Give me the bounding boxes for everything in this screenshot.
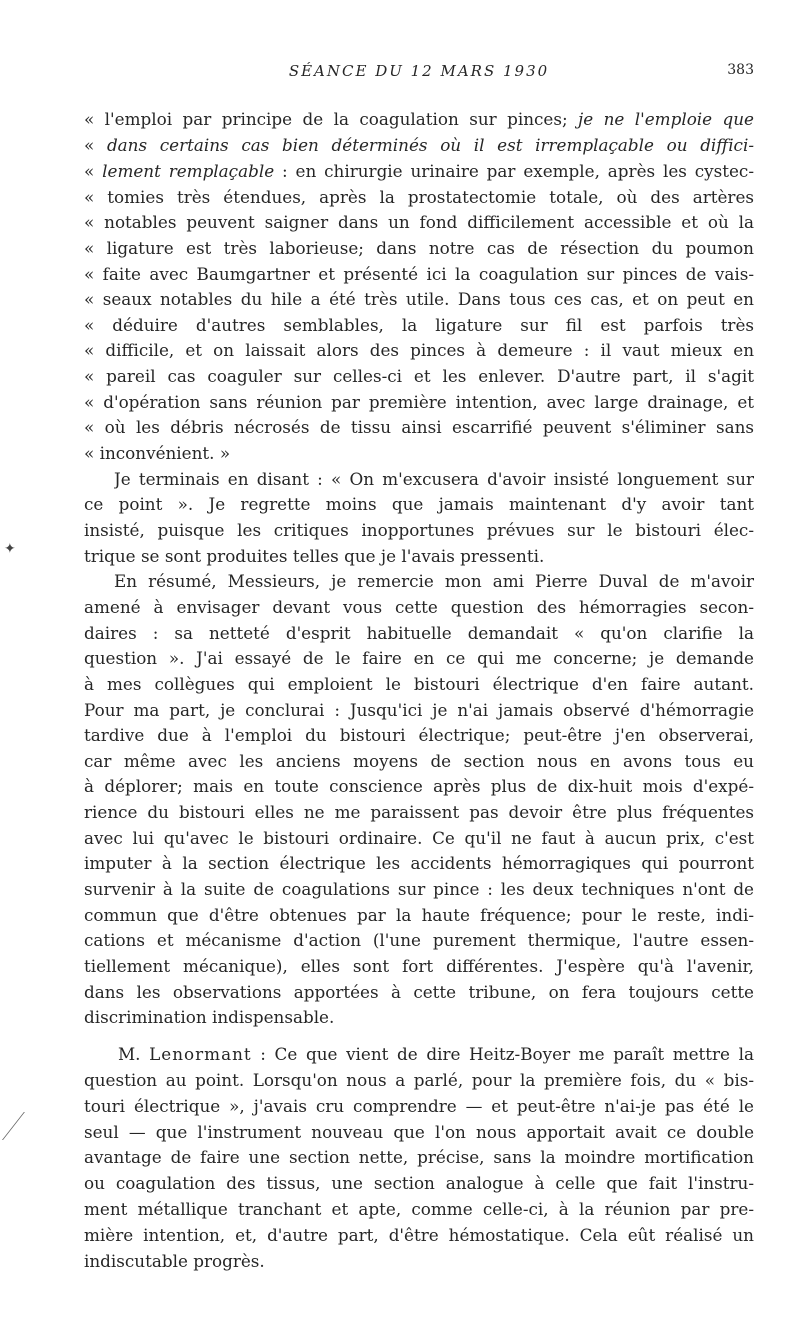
text-line	[84, 1248, 754, 1274]
text-line	[84, 184, 754, 210]
text-segment: survenir à la suite de coagulations sur pince : les deux techniques n'ont de	[84, 879, 754, 899]
text-segment: « où les débris nécrosés de tissu ainsi escarrifié peuvent s'éliminer sans	[84, 417, 754, 437]
text-segment: « difficile, et on laissait alors des pinces à demeure : il vaut mieux en	[84, 340, 754, 360]
text-line	[84, 697, 754, 723]
text-segment: « l'emploi par principe de la coagulation sur pinces;	[84, 109, 579, 129]
text-line	[84, 979, 754, 1005]
italic-text: je ne l'emploie que	[578, 109, 754, 129]
text-segment: «	[84, 135, 107, 155]
text-line	[84, 312, 754, 338]
text-segment: « notables peuvent saigner dans un fond difficilement accessible et où la	[84, 212, 754, 232]
text-segment: « seaux notables du hile a été très utile. Dans tous ces cas, et on peut en	[84, 289, 754, 309]
italic-text: lement remplaçable	[102, 161, 275, 181]
text-line	[84, 620, 754, 646]
text-segment: cations et mécanisme d'action (l'une purement thermique, l'autre essen-	[84, 930, 754, 950]
text-line	[84, 671, 754, 697]
text-line	[84, 543, 754, 569]
text-line	[84, 1196, 754, 1222]
page-number: 383	[727, 62, 754, 78]
text-segment: : Ce que vient de dire Heitz-Boyer me paraît mettre la	[251, 1044, 754, 1064]
text-line	[84, 850, 754, 876]
text-line	[84, 1119, 754, 1145]
text-segment: Je terminais en disant : « On m'excusera d'avoir insisté longuement sur	[114, 469, 754, 489]
text-line	[118, 1041, 754, 1067]
text-segment: En résumé, Messieurs, je remercie mon ami Pierre Duval de m'avoir	[114, 571, 754, 591]
text-line	[84, 1004, 754, 1030]
text-line	[84, 799, 754, 825]
text-segment: ou coagulation des tissus, une section analogue à celle que fait l'instru-	[84, 1173, 754, 1193]
text-line	[114, 568, 754, 594]
text-segment: avec lui qu'avec le bistouri ordinaire. Ce qu'il ne faut à aucun prix, c'est	[84, 828, 754, 848]
text-segment: touri électrique », j'avais cru comprendre — et peut-être n'ai-je pas été le	[84, 1096, 754, 1116]
text-segment: ce point ». Je regrette moins que jamais maintenant d'y avoir tant	[84, 494, 754, 514]
text-line	[84, 645, 754, 671]
text-line	[84, 927, 754, 953]
text-line	[84, 953, 754, 979]
text-segment: seul — que l'instrument nouveau que l'on nous apportait avait ce double	[84, 1122, 754, 1142]
text-line	[84, 209, 754, 235]
text-line	[84, 902, 754, 928]
text-line	[84, 722, 754, 748]
text-segment: avantage de faire une section nette, précise, sans la moindre mortification	[84, 1147, 754, 1167]
text-line	[84, 414, 754, 440]
text-line	[114, 466, 754, 492]
text-line	[84, 1170, 754, 1196]
text-line	[84, 1144, 754, 1170]
text-line	[84, 235, 754, 261]
text-segment: insisté, puisque les critiques inopportunes prévues sur le bistouri élec-	[84, 520, 754, 540]
text-line	[84, 389, 754, 415]
text-segment: « tomies très étendues, après la prostatectomie totale, où des artères	[84, 187, 754, 207]
text-segment: « ligature est très laborieuse; dans notre cas de résection du poumon	[84, 238, 754, 258]
text-line	[84, 286, 754, 312]
text-segment: « inconvénient. »	[84, 443, 231, 463]
text-segment: trique se sont produites telles que je l'avais pressenti.	[84, 546, 545, 566]
text-segment: «	[84, 161, 103, 181]
text-segment: ment métallique tranchant et apte, comme celle-ci, à la réunion par pre-	[84, 1199, 754, 1219]
text-line	[84, 491, 754, 517]
margin-dot-mark: ✦	[4, 541, 16, 557]
text-line	[84, 1067, 754, 1093]
speaker-name: Lenormant	[149, 1044, 252, 1064]
margin-slash-mark	[2, 1112, 47, 1140]
text-segment: « d'opération sans réunion par première intention, avec large drainage, et	[84, 392, 754, 412]
text-line	[84, 1222, 754, 1248]
text-segment: daires : sa netteté d'esprit habituelle demandait « qu'on clarifie la	[84, 623, 754, 643]
text-segment: à déplorer; mais en toute conscience après plus de dix-huit mois d'expé-	[84, 776, 754, 796]
text-line	[84, 748, 754, 774]
text-line	[84, 517, 754, 543]
text-segment: à mes collègues qui emploient le bistouri électrique d'en faire autant.	[84, 674, 754, 694]
text-line	[84, 876, 754, 902]
text-segment: amené à envisager devant vous cette question des hémorragies secon-	[84, 597, 754, 617]
text-segment: tardive due à l'emploi du bistouri électrique; peut-être j'en observerai,	[84, 725, 754, 745]
text-line	[84, 773, 754, 799]
text-segment: indiscutable progrès.	[84, 1251, 265, 1271]
text-line	[84, 825, 754, 851]
text-line	[84, 440, 754, 466]
text-segment: « déduire d'autres semblables, la ligature sur fil est parfois très	[84, 315, 754, 335]
text-line	[84, 1093, 754, 1119]
text-segment: car même avec les anciens moyens de section nous en avons tous eu	[84, 751, 754, 771]
text-segment: question ». J'ai essayé de le faire en ce qui me concerne; je demande	[84, 648, 754, 668]
text-segment: mière intention, et, d'autre part, d'être hémostatique. Cela eût réalisé un	[84, 1225, 754, 1245]
text-line	[84, 594, 754, 620]
running-title: SÉANCE DU 12 MARS 1930	[288, 62, 550, 80]
text-segment: M.	[118, 1044, 150, 1064]
italic-text: dans certains cas bien déterminés où il est irremplaçable ou diffici-	[106, 135, 754, 155]
text-segment: tiellement mécanique), elles sont fort différentes. J'espère qu'à l'avenir,	[84, 956, 754, 976]
page-header	[84, 62, 754, 86]
text-line	[84, 106, 754, 132]
text-line	[84, 158, 754, 184]
text-line	[84, 261, 754, 287]
text-segment: question au point. Lorsqu'on nous a parlé, pour la première fois, du « bis-	[84, 1070, 754, 1090]
text-segment: « faite avec Baumgartner et présenté ici la coagulation sur pinces de vais-	[84, 264, 754, 284]
text-segment: « pareil cas coaguler sur celles-ci et les enlever. D'autre part, il s'agit	[84, 366, 754, 386]
text-line	[84, 337, 754, 363]
text-line	[84, 363, 754, 389]
text-segment: imputer à la section électrique les accidents hémorragiques qui pourront	[84, 853, 754, 873]
text-segment: Pour ma part, je conclurai : Jusqu'ici je n'ai jamais observé d'hémorragie	[84, 700, 754, 720]
text-segment: discrimination indispensable.	[84, 1007, 335, 1027]
text-segment: rience du bistouri elles ne me paraissent pas devoir être plus fréquentes	[84, 802, 754, 822]
text-segment: dans les observations apportées à cette tribune, on fera toujours cette	[84, 982, 754, 1002]
text-segment: commun que d'être obtenues par la haute fréquence; pour le reste, indi-	[84, 905, 754, 925]
text-segment: : en chirurgie urinaire par exemple, après les cystec-	[274, 161, 754, 181]
text-line	[84, 132, 754, 158]
